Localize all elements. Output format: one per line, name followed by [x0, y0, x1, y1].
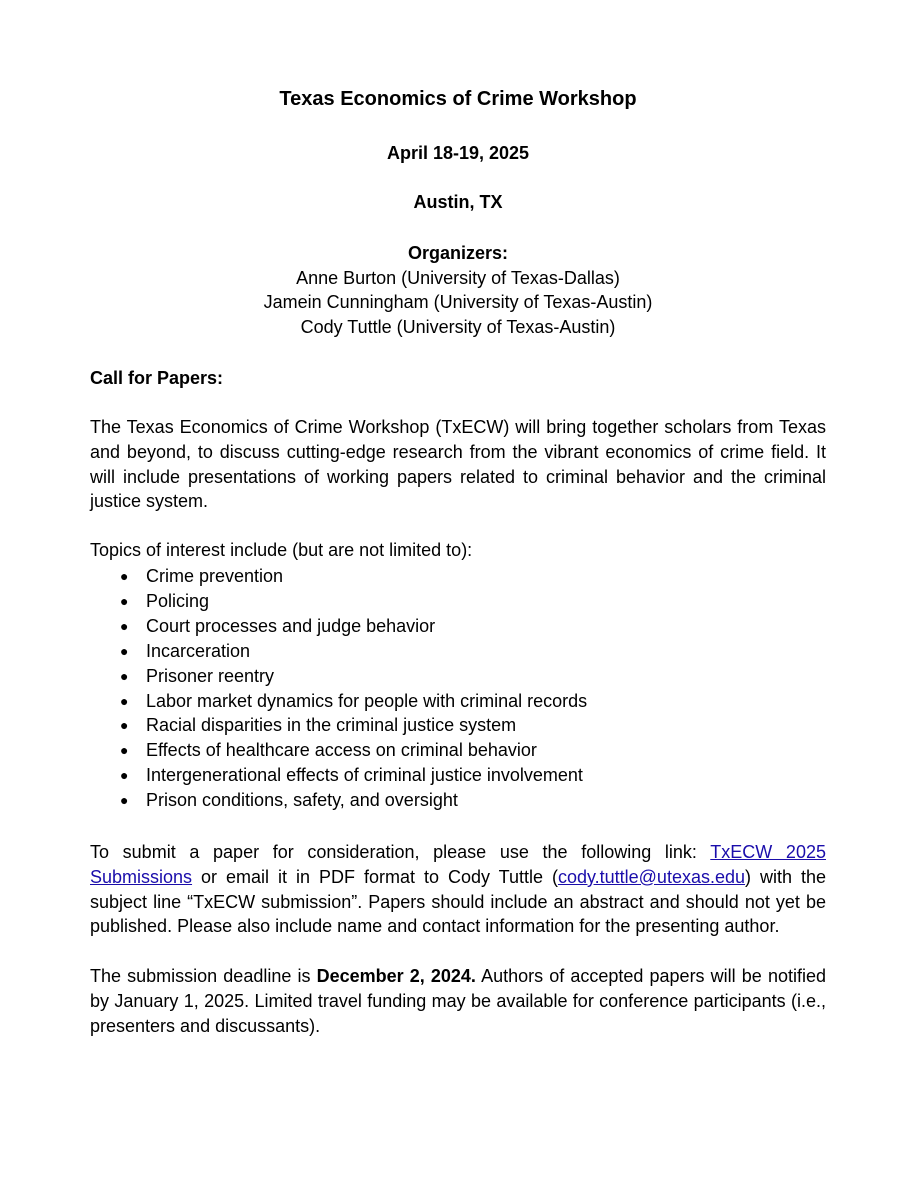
submission-text: or email it in PDF format to Cody Tuttle ( — [192, 866, 558, 887]
bullet-icon: ● — [120, 667, 129, 684]
organizers-heading: Organizers: — [407, 243, 509, 263]
workshop-title: Texas Economics of Crime Workshop — [279, 88, 637, 110]
organizer-name: Jamein Cunningham (University of Texas-Austin) — [263, 292, 653, 312]
topic-text: Policing — [146, 590, 210, 611]
organizers-block — [90, 241, 826, 339]
bullet-icon: ● — [120, 717, 129, 734]
list-item — [90, 664, 587, 689]
organizer-name: Anne Burton (University of Texas-Dallas) — [296, 267, 620, 288]
deadline-date: December 2, 2024. — [316, 966, 476, 986]
topic-text: Crime prevention — [146, 566, 284, 586]
bullet-icon: ● — [120, 642, 129, 659]
topic-text: Court processes and judge behavior — [146, 615, 436, 636]
list-item — [90, 689, 587, 714]
topics-intro: Topics of interest include (but are not limited to): — [90, 540, 473, 560]
bullet-icon: ● — [120, 692, 129, 709]
submission-text: ) with the subject line “TxECW submission”. Papers should include an abstract and should not yet be published. Please also include name and contact information for the presenting author. — [90, 866, 827, 937]
deadline-text: The submission deadline is — [90, 966, 317, 986]
bullet-icon: ● — [120, 592, 129, 609]
list-item — [90, 788, 587, 813]
bullet-icon: ● — [120, 767, 129, 784]
list-item — [90, 564, 587, 589]
bullet-icon: ● — [120, 742, 129, 759]
submission-text: To submit a paper for consideration, please use the following link: — [90, 842, 711, 862]
list-item — [90, 589, 587, 614]
list-item — [90, 614, 587, 639]
topic-text: Prison conditions, safety, and oversight — [146, 790, 458, 811]
topics-list — [90, 564, 587, 813]
email-link[interactable]: cody.tuttle@utexas.edu — [557, 866, 746, 887]
topic-text: Effects of healthcare access on criminal behavior — [146, 740, 537, 761]
topic-text: Labor market dynamics for people with criminal records — [146, 690, 588, 711]
workshop-location: Austin, TX — [413, 192, 503, 212]
workshop-dates: April 18-19, 2025 — [386, 143, 530, 163]
submission-paragraph — [90, 840, 826, 939]
submissions-link[interactable]: TxECW 2025 Submissions — [90, 842, 826, 887]
deadline-text: Authors of accepted papers will be notified by January 1, 2025. Limited travel funding may be available for conference participants (i.e., presenters and discussants). — [90, 966, 826, 1036]
topic-text: Incarceration — [146, 640, 251, 661]
topic-text: Racial disparities in the criminal justice system — [146, 715, 517, 736]
bullet-icon: ● — [120, 617, 129, 634]
bullet-icon: ● — [120, 792, 129, 809]
list-item — [90, 763, 587, 788]
call-for-papers-intro: The Texas Economics of Crime Workshop (TxECW) will bring together scholars from Texas and beyond, to discuss cutting-edge research from the vibrant economics of crime field. It will include presentations of working papers related to criminal behavior and the criminal justice system. — [90, 417, 826, 512]
list-item — [90, 713, 587, 738]
bullet-icon: ● — [120, 568, 129, 584]
topic-text: Prisoner reentry — [146, 665, 275, 686]
topic-text: Intergenerational effects of criminal justice involvement — [146, 765, 583, 786]
organizer-name: Cody Tuttle (University of Texas-Austin) — [300, 316, 616, 337]
call-for-papers-heading: Call for Papers: — [90, 368, 224, 388]
deadline-paragraph — [90, 964, 826, 1038]
list-item — [90, 738, 587, 763]
list-item — [90, 639, 587, 664]
